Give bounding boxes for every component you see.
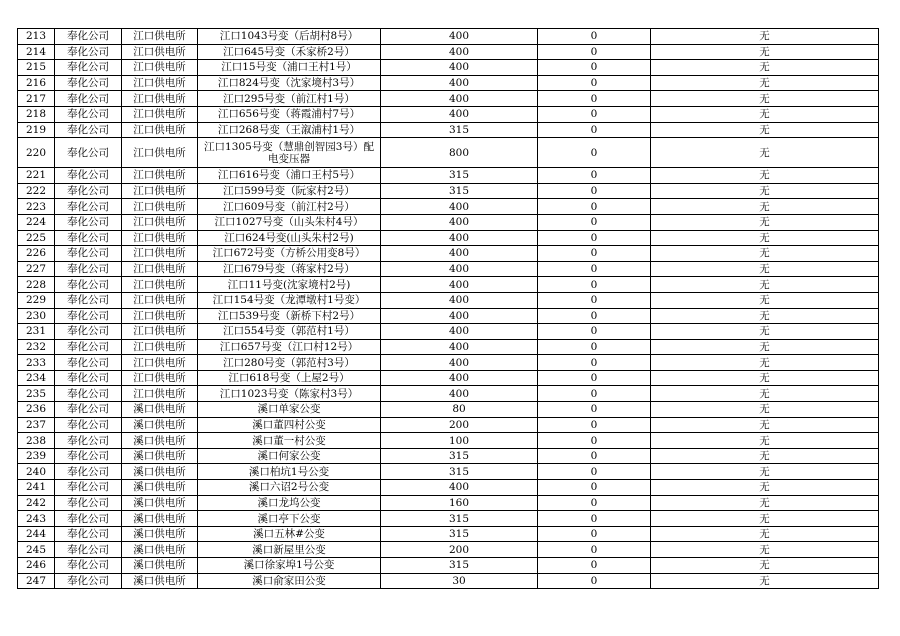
capacity-cell: 315 bbox=[381, 448, 538, 464]
row-number-cell: 240 bbox=[18, 464, 55, 480]
table-row bbox=[18, 183, 879, 199]
company-cell: 奉化公司 bbox=[55, 138, 122, 168]
company-cell: 奉化公司 bbox=[55, 448, 122, 464]
transformer-name-cell: 江口1027号变（山头朱村4号） bbox=[198, 214, 381, 230]
transformer-name-cell: 江口672号变（方桥公用变8号） bbox=[198, 246, 381, 262]
table-row bbox=[18, 324, 879, 340]
station-cell: 江口供电所 bbox=[122, 246, 198, 262]
row-number-cell: 223 bbox=[18, 199, 55, 215]
capacity-cell: 400 bbox=[381, 75, 538, 91]
table-row bbox=[18, 261, 879, 277]
remark-cell: 无 bbox=[651, 168, 879, 184]
capacity-cell: 400 bbox=[381, 199, 538, 215]
table-row bbox=[18, 448, 879, 464]
transformer-name-cell: 江口1305号变（慧鼎创智园3号）配电变压器 bbox=[198, 138, 381, 168]
row-number-cell: 238 bbox=[18, 433, 55, 449]
capacity-cell: 400 bbox=[381, 324, 538, 340]
value-cell: 0 bbox=[538, 370, 651, 386]
value-cell: 0 bbox=[538, 168, 651, 184]
remark-cell: 无 bbox=[651, 91, 879, 107]
value-cell: 0 bbox=[538, 386, 651, 402]
row-number-cell: 232 bbox=[18, 339, 55, 355]
company-cell: 奉化公司 bbox=[55, 214, 122, 230]
capacity-cell: 315 bbox=[381, 122, 538, 138]
company-cell: 奉化公司 bbox=[55, 526, 122, 542]
table-row bbox=[18, 91, 879, 107]
transformer-name-cell: 江口824号变（沈家境村3号） bbox=[198, 75, 381, 91]
row-number-cell: 244 bbox=[18, 526, 55, 542]
company-cell: 奉化公司 bbox=[55, 29, 122, 45]
table-row bbox=[18, 75, 879, 91]
table-row bbox=[18, 246, 879, 262]
value-cell: 0 bbox=[538, 558, 651, 574]
value-cell: 0 bbox=[538, 261, 651, 277]
capacity-cell: 400 bbox=[381, 277, 538, 293]
transformer-name-cell: 江口679号变（蒋家村2号） bbox=[198, 261, 381, 277]
row-number-cell: 231 bbox=[18, 324, 55, 340]
value-cell: 0 bbox=[538, 277, 651, 293]
row-number-cell: 214 bbox=[18, 44, 55, 60]
remark-cell: 无 bbox=[651, 573, 879, 589]
row-number-cell: 230 bbox=[18, 308, 55, 324]
station-cell: 江口供电所 bbox=[122, 199, 198, 215]
remark-cell: 无 bbox=[651, 60, 879, 76]
row-number-cell: 236 bbox=[18, 402, 55, 418]
remark-cell: 无 bbox=[651, 277, 879, 293]
value-cell: 0 bbox=[538, 138, 651, 168]
table-row bbox=[18, 122, 879, 138]
company-cell: 奉化公司 bbox=[55, 386, 122, 402]
value-cell: 0 bbox=[538, 60, 651, 76]
row-number-cell: 227 bbox=[18, 261, 55, 277]
station-cell: 溪口供电所 bbox=[122, 433, 198, 449]
transformer-table bbox=[17, 28, 879, 589]
value-cell: 0 bbox=[538, 230, 651, 246]
value-cell: 0 bbox=[538, 199, 651, 215]
station-cell: 江口供电所 bbox=[122, 29, 198, 45]
station-cell: 江口供电所 bbox=[122, 261, 198, 277]
value-cell: 0 bbox=[538, 542, 651, 558]
station-cell: 江口供电所 bbox=[122, 339, 198, 355]
table-row bbox=[18, 402, 879, 418]
table-row bbox=[18, 230, 879, 246]
table-row bbox=[18, 355, 879, 371]
table-row bbox=[18, 495, 879, 511]
remark-cell: 无 bbox=[651, 308, 879, 324]
remark-cell: 无 bbox=[651, 29, 879, 45]
row-number-cell: 221 bbox=[18, 168, 55, 184]
station-cell: 江口供电所 bbox=[122, 168, 198, 184]
transformer-name-cell: 江口624号变(山头朱村2号) bbox=[198, 230, 381, 246]
transformer-name-cell: 溪口何家公变 bbox=[198, 448, 381, 464]
value-cell: 0 bbox=[538, 183, 651, 199]
capacity-cell: 400 bbox=[381, 339, 538, 355]
company-cell: 奉化公司 bbox=[55, 75, 122, 91]
table-row bbox=[18, 386, 879, 402]
capacity-cell: 400 bbox=[381, 480, 538, 496]
remark-cell: 无 bbox=[651, 480, 879, 496]
remark-cell: 无 bbox=[651, 246, 879, 262]
remark-cell: 无 bbox=[651, 542, 879, 558]
value-cell: 0 bbox=[538, 106, 651, 122]
station-cell: 溪口供电所 bbox=[122, 417, 198, 433]
transformer-name-cell: 江口618号变（上屋2号） bbox=[198, 370, 381, 386]
table-row bbox=[18, 292, 879, 308]
transformer-name-cell: 溪口新屋里公变 bbox=[198, 542, 381, 558]
transformer-name-cell: 溪口俞家田公变 bbox=[198, 573, 381, 589]
station-cell: 江口供电所 bbox=[122, 324, 198, 340]
row-number-cell: 233 bbox=[18, 355, 55, 371]
value-cell: 0 bbox=[538, 214, 651, 230]
company-cell: 奉化公司 bbox=[55, 246, 122, 262]
remark-cell: 无 bbox=[651, 511, 879, 527]
row-number-cell: 243 bbox=[18, 511, 55, 527]
company-cell: 奉化公司 bbox=[55, 464, 122, 480]
station-cell: 溪口供电所 bbox=[122, 402, 198, 418]
table-row bbox=[18, 370, 879, 386]
capacity-cell: 400 bbox=[381, 308, 538, 324]
value-cell: 0 bbox=[538, 480, 651, 496]
capacity-cell: 160 bbox=[381, 495, 538, 511]
capacity-cell: 400 bbox=[381, 91, 538, 107]
table-row bbox=[18, 44, 879, 60]
capacity-cell: 400 bbox=[381, 261, 538, 277]
station-cell: 溪口供电所 bbox=[122, 542, 198, 558]
transformer-name-cell: 江口268号变（王溆浦村1号） bbox=[198, 122, 381, 138]
value-cell: 0 bbox=[538, 292, 651, 308]
row-number-cell: 216 bbox=[18, 75, 55, 91]
station-cell: 江口供电所 bbox=[122, 292, 198, 308]
row-number-cell: 225 bbox=[18, 230, 55, 246]
company-cell: 奉化公司 bbox=[55, 60, 122, 76]
table-row bbox=[18, 60, 879, 76]
value-cell: 0 bbox=[538, 402, 651, 418]
transformer-name-cell: 溪口董四村公变 bbox=[198, 417, 381, 433]
capacity-cell: 315 bbox=[381, 558, 538, 574]
value-cell: 0 bbox=[538, 246, 651, 262]
table-body bbox=[18, 29, 879, 589]
remark-cell: 无 bbox=[651, 370, 879, 386]
capacity-cell: 400 bbox=[381, 355, 538, 371]
remark-cell: 无 bbox=[651, 261, 879, 277]
row-number-cell: 215 bbox=[18, 60, 55, 76]
value-cell: 0 bbox=[538, 91, 651, 107]
value-cell: 0 bbox=[538, 308, 651, 324]
transformer-name-cell: 江口1043号变（后胡村8号） bbox=[198, 29, 381, 45]
transformer-name-cell: 溪口单家公变 bbox=[198, 402, 381, 418]
remark-cell: 无 bbox=[651, 558, 879, 574]
row-number-cell: 222 bbox=[18, 183, 55, 199]
transformer-name-cell: 溪口董一村公变 bbox=[198, 433, 381, 449]
row-number-cell: 242 bbox=[18, 495, 55, 511]
value-cell: 0 bbox=[538, 44, 651, 60]
transformer-name-cell: 江口599号变（阮家村2号） bbox=[198, 183, 381, 199]
remark-cell: 无 bbox=[651, 44, 879, 60]
row-number-cell: 220 bbox=[18, 138, 55, 168]
table-row bbox=[18, 168, 879, 184]
transformer-name-cell: 江口616号变（浦口王村5号） bbox=[198, 168, 381, 184]
capacity-cell: 200 bbox=[381, 542, 538, 558]
company-cell: 奉化公司 bbox=[55, 402, 122, 418]
company-cell: 奉化公司 bbox=[55, 292, 122, 308]
table-row bbox=[18, 480, 879, 496]
transformer-name-cell: 江口15号变（浦口王村1号） bbox=[198, 60, 381, 76]
station-cell: 江口供电所 bbox=[122, 91, 198, 107]
transformer-name-cell: 江口1023号变（陈家村3号） bbox=[198, 386, 381, 402]
company-cell: 奉化公司 bbox=[55, 495, 122, 511]
capacity-cell: 315 bbox=[381, 464, 538, 480]
capacity-cell: 400 bbox=[381, 44, 538, 60]
remark-cell: 无 bbox=[651, 214, 879, 230]
remark-cell: 无 bbox=[651, 355, 879, 371]
capacity-cell: 400 bbox=[381, 246, 538, 262]
company-cell: 奉化公司 bbox=[55, 324, 122, 340]
company-cell: 奉化公司 bbox=[55, 230, 122, 246]
station-cell: 江口供电所 bbox=[122, 277, 198, 293]
station-cell: 溪口供电所 bbox=[122, 573, 198, 589]
company-cell: 奉化公司 bbox=[55, 308, 122, 324]
capacity-cell: 400 bbox=[381, 60, 538, 76]
transformer-name-cell: 江口609号变（前江村2号） bbox=[198, 199, 381, 215]
value-cell: 0 bbox=[538, 448, 651, 464]
table-row bbox=[18, 29, 879, 45]
station-cell: 江口供电所 bbox=[122, 44, 198, 60]
station-cell: 溪口供电所 bbox=[122, 448, 198, 464]
station-cell: 江口供电所 bbox=[122, 122, 198, 138]
table-row bbox=[18, 277, 879, 293]
row-number-cell: 234 bbox=[18, 370, 55, 386]
company-cell: 奉化公司 bbox=[55, 168, 122, 184]
value-cell: 0 bbox=[538, 324, 651, 340]
transformer-name-cell: 江口11号变(沈家境村2号) bbox=[198, 277, 381, 293]
table-row bbox=[18, 138, 879, 168]
company-cell: 奉化公司 bbox=[55, 277, 122, 293]
transformer-name-cell: 溪口亭下公变 bbox=[198, 511, 381, 527]
table-row bbox=[18, 573, 879, 589]
row-number-cell: 247 bbox=[18, 573, 55, 589]
company-cell: 奉化公司 bbox=[55, 261, 122, 277]
value-cell: 0 bbox=[538, 511, 651, 527]
remark-cell: 无 bbox=[651, 339, 879, 355]
row-number-cell: 224 bbox=[18, 214, 55, 230]
transformer-name-cell: 溪口柏坑1号公变 bbox=[198, 464, 381, 480]
capacity-cell: 400 bbox=[381, 230, 538, 246]
value-cell: 0 bbox=[538, 526, 651, 542]
table-row bbox=[18, 433, 879, 449]
value-cell: 0 bbox=[538, 122, 651, 138]
row-number-cell: 226 bbox=[18, 246, 55, 262]
table-row bbox=[18, 464, 879, 480]
company-cell: 奉化公司 bbox=[55, 370, 122, 386]
company-cell: 奉化公司 bbox=[55, 339, 122, 355]
row-number-cell: 219 bbox=[18, 122, 55, 138]
station-cell: 江口供电所 bbox=[122, 60, 198, 76]
row-number-cell: 245 bbox=[18, 542, 55, 558]
table-row bbox=[18, 308, 879, 324]
value-cell: 0 bbox=[538, 464, 651, 480]
capacity-cell: 400 bbox=[381, 214, 538, 230]
row-number-cell: 241 bbox=[18, 480, 55, 496]
capacity-cell: 200 bbox=[381, 417, 538, 433]
transformer-name-cell: 溪口龙坞公变 bbox=[198, 495, 381, 511]
remark-cell: 无 bbox=[651, 230, 879, 246]
transformer-name-cell: 溪口五林#公变 bbox=[198, 526, 381, 542]
capacity-cell: 800 bbox=[381, 138, 538, 168]
company-cell: 奉化公司 bbox=[55, 106, 122, 122]
remark-cell: 无 bbox=[651, 183, 879, 199]
row-number-cell: 213 bbox=[18, 29, 55, 45]
company-cell: 奉化公司 bbox=[55, 542, 122, 558]
company-cell: 奉化公司 bbox=[55, 91, 122, 107]
remark-cell: 无 bbox=[651, 464, 879, 480]
remark-cell: 无 bbox=[651, 106, 879, 122]
remark-cell: 无 bbox=[651, 199, 879, 215]
row-number-cell: 239 bbox=[18, 448, 55, 464]
station-cell: 溪口供电所 bbox=[122, 526, 198, 542]
value-cell: 0 bbox=[538, 573, 651, 589]
remark-cell: 无 bbox=[651, 448, 879, 464]
remark-cell: 无 bbox=[651, 386, 879, 402]
table-row bbox=[18, 417, 879, 433]
row-number-cell: 217 bbox=[18, 91, 55, 107]
capacity-cell: 30 bbox=[381, 573, 538, 589]
remark-cell: 无 bbox=[651, 495, 879, 511]
company-cell: 奉化公司 bbox=[55, 199, 122, 215]
station-cell: 江口供电所 bbox=[122, 183, 198, 199]
company-cell: 奉化公司 bbox=[55, 511, 122, 527]
table-row bbox=[18, 214, 879, 230]
transformer-name-cell: 江口539号变（新桥下村2号） bbox=[198, 308, 381, 324]
remark-cell: 无 bbox=[651, 526, 879, 542]
remark-cell: 无 bbox=[651, 433, 879, 449]
table-row bbox=[18, 511, 879, 527]
transformer-name-cell: 溪口徐家埠1号公变 bbox=[198, 558, 381, 574]
table-row bbox=[18, 106, 879, 122]
remark-cell: 无 bbox=[651, 417, 879, 433]
row-number-cell: 228 bbox=[18, 277, 55, 293]
remark-cell: 无 bbox=[651, 75, 879, 91]
capacity-cell: 400 bbox=[381, 386, 538, 402]
station-cell: 江口供电所 bbox=[122, 138, 198, 168]
remark-cell: 无 bbox=[651, 292, 879, 308]
station-cell: 江口供电所 bbox=[122, 355, 198, 371]
row-number-cell: 229 bbox=[18, 292, 55, 308]
capacity-cell: 400 bbox=[381, 370, 538, 386]
capacity-cell: 400 bbox=[381, 292, 538, 308]
remark-cell: 无 bbox=[651, 138, 879, 168]
remark-cell: 无 bbox=[651, 402, 879, 418]
capacity-cell: 315 bbox=[381, 183, 538, 199]
transformer-name-cell: 江口295号变（前江村1号） bbox=[198, 91, 381, 107]
value-cell: 0 bbox=[538, 29, 651, 45]
table-row bbox=[18, 339, 879, 355]
station-cell: 江口供电所 bbox=[122, 308, 198, 324]
table-row bbox=[18, 526, 879, 542]
transformer-name-cell: 江口154号变（龙潭墩村1号变） bbox=[198, 292, 381, 308]
station-cell: 溪口供电所 bbox=[122, 495, 198, 511]
transformer-name-cell: 溪口六诏2号公变 bbox=[198, 480, 381, 496]
row-number-cell: 246 bbox=[18, 558, 55, 574]
capacity-cell: 315 bbox=[381, 511, 538, 527]
capacity-cell: 400 bbox=[381, 106, 538, 122]
transformer-name-cell: 江口280号变（郭范村3号） bbox=[198, 355, 381, 371]
row-number-cell: 237 bbox=[18, 417, 55, 433]
table-row bbox=[18, 558, 879, 574]
company-cell: 奉化公司 bbox=[55, 417, 122, 433]
transformer-name-cell: 江口554号变（郭范村1号） bbox=[198, 324, 381, 340]
table-row bbox=[18, 199, 879, 215]
company-cell: 奉化公司 bbox=[55, 433, 122, 449]
company-cell: 奉化公司 bbox=[55, 573, 122, 589]
station-cell: 江口供电所 bbox=[122, 386, 198, 402]
remark-cell: 无 bbox=[651, 122, 879, 138]
station-cell: 江口供电所 bbox=[122, 230, 198, 246]
value-cell: 0 bbox=[538, 417, 651, 433]
value-cell: 0 bbox=[538, 339, 651, 355]
company-cell: 奉化公司 bbox=[55, 355, 122, 371]
transformer-name-cell: 江口645号变（禾家桥2号） bbox=[198, 44, 381, 60]
station-cell: 溪口供电所 bbox=[122, 480, 198, 496]
station-cell: 江口供电所 bbox=[122, 75, 198, 91]
value-cell: 0 bbox=[538, 75, 651, 91]
company-cell: 奉化公司 bbox=[55, 183, 122, 199]
row-number-cell: 218 bbox=[18, 106, 55, 122]
company-cell: 奉化公司 bbox=[55, 480, 122, 496]
transformer-name-cell: 江口657号变（江口村12号） bbox=[198, 339, 381, 355]
remark-cell: 无 bbox=[651, 324, 879, 340]
station-cell: 溪口供电所 bbox=[122, 558, 198, 574]
table-row bbox=[18, 542, 879, 558]
company-cell: 奉化公司 bbox=[55, 558, 122, 574]
station-cell: 江口供电所 bbox=[122, 106, 198, 122]
capacity-cell: 315 bbox=[381, 526, 538, 542]
company-cell: 奉化公司 bbox=[55, 122, 122, 138]
station-cell: 江口供电所 bbox=[122, 214, 198, 230]
capacity-cell: 80 bbox=[381, 402, 538, 418]
station-cell: 溪口供电所 bbox=[122, 464, 198, 480]
capacity-cell: 315 bbox=[381, 168, 538, 184]
value-cell: 0 bbox=[538, 495, 651, 511]
value-cell: 0 bbox=[538, 355, 651, 371]
capacity-cell: 100 bbox=[381, 433, 538, 449]
row-number-cell: 235 bbox=[18, 386, 55, 402]
station-cell: 溪口供电所 bbox=[122, 511, 198, 527]
station-cell: 江口供电所 bbox=[122, 370, 198, 386]
value-cell: 0 bbox=[538, 433, 651, 449]
transformer-name-cell: 江口656号变（蒋霞浦村7号） bbox=[198, 106, 381, 122]
capacity-cell: 400 bbox=[381, 29, 538, 45]
company-cell: 奉化公司 bbox=[55, 44, 122, 60]
